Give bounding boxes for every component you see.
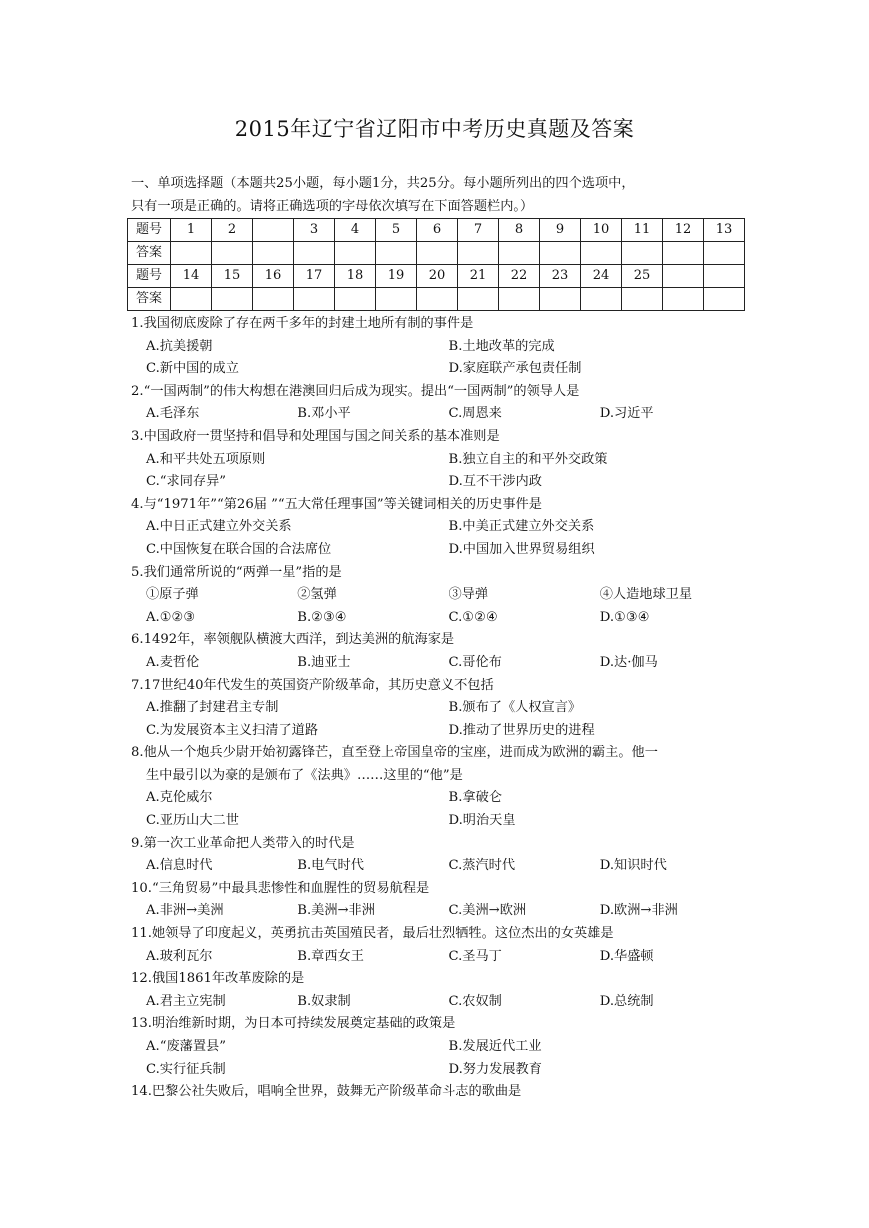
answer-table-row <box>128 219 745 242</box>
answer-option: D.知识时代 <box>599 858 667 874</box>
answer-table-cell <box>540 288 581 311</box>
answer-option: B.章西女王 <box>297 948 364 964</box>
answer-option: B.邓小平 <box>297 406 351 422</box>
answer-table-cell: 5 <box>376 219 417 242</box>
question-stem: 8.他从一个炮兵少尉开始初露锋芒，直至登上帝国皇帝的宝座，进而成为欧洲的霸主。他一 <box>131 745 658 761</box>
answer-table-cell: 16 <box>253 265 294 288</box>
option-row <box>131 720 751 743</box>
answer-option: B.电气时代 <box>297 858 364 874</box>
question <box>131 923 751 968</box>
answer-table-cell: 14 <box>171 265 212 288</box>
question-stem: 13.明治维新时期，为日本可持续发展奠定基础的政策是 <box>131 1016 456 1032</box>
answer-option: C.亚历山大二世 <box>146 813 239 829</box>
answer-table-row <box>128 265 745 288</box>
answer-option: D.总统制 <box>599 993 654 1009</box>
answer-table-cell <box>335 242 376 265</box>
answer-option: B.迪亚士 <box>297 654 351 670</box>
answer-option: A.君主立宪制 <box>146 993 226 1009</box>
answer-option: B.②③④ <box>297 609 347 625</box>
answer-table-cell <box>294 242 335 265</box>
question-stem: 2.“一国两制”的伟大构想在港澳回归后成为现实。提出“一国两制”的领导人是 <box>131 383 580 399</box>
question-stem-continued: 生中最引以为豪的是颁布了《法典》……这里的“他”是 <box>146 767 463 783</box>
answer-option: A.克伦威尔 <box>146 790 213 806</box>
question <box>131 1013 751 1081</box>
answer-table-cell <box>417 288 458 311</box>
answer-option: D.①③④ <box>599 609 650 625</box>
section-intro <box>131 172 751 218</box>
answer-option: D.努力发展教育 <box>448 1061 542 1077</box>
answer-option: C.中国恢复在联合国的合法席位 <box>146 541 332 557</box>
answer-table-cell <box>458 242 499 265</box>
answer-option: D.推动了世界历史的进程 <box>448 722 595 738</box>
question <box>131 878 751 923</box>
option-row <box>131 900 751 923</box>
question-item: ②氢弹 <box>297 587 337 603</box>
answer-table-cell <box>335 288 376 311</box>
question <box>131 313 751 381</box>
answer-option: A.非洲→美洲 <box>146 903 224 919</box>
answer-table-cell: 18 <box>335 265 376 288</box>
answer-option: D.中国加入世界贸易组织 <box>448 541 595 557</box>
answer-table-cell: 6 <box>417 219 458 242</box>
answer-table-cell: 9 <box>540 219 581 242</box>
answer-table <box>127 218 745 311</box>
answer-table-cell: 10 <box>581 219 622 242</box>
answer-table-cell <box>458 288 499 311</box>
answer-option: D.欧洲→非洲 <box>599 903 678 919</box>
question-stem: 4.与“1971年”“第26届 ”“五大常任理事国”等关键词相关的历史事件是 <box>131 496 542 512</box>
option-row <box>131 652 751 675</box>
answer-option: B.独立自主的和平外交政策 <box>448 451 608 467</box>
answer-table-cell: 12 <box>663 219 704 242</box>
answer-table-cell <box>663 242 704 265</box>
answer-table-cell <box>499 288 540 311</box>
intro-line-2: 只有一项是正确的。请将正确选项的字母依次填写在下面答题栏内。） <box>131 199 534 214</box>
answer-option: A.中日正式建立外交关系 <box>146 519 292 535</box>
option-row <box>131 471 751 494</box>
answer-table-cell <box>376 288 417 311</box>
answer-table-cell: 23 <box>540 265 581 288</box>
option-row <box>131 539 751 562</box>
answer-option: A.和平共处五项原则 <box>146 451 266 467</box>
answer-option: A.麦哲伦 <box>146 654 200 670</box>
question <box>131 562 751 630</box>
answer-table-cell <box>171 288 212 311</box>
answer-table-cell: 19 <box>376 265 417 288</box>
answer-option: B.土地改革的完成 <box>448 338 555 354</box>
option-row <box>131 787 751 810</box>
answer-option: D.家庭联产承包责任制 <box>448 361 582 377</box>
question <box>131 742 751 832</box>
question <box>131 1081 751 1104</box>
question-item: ④人造地球卫星 <box>599 587 693 603</box>
option-row <box>131 449 751 472</box>
option-row <box>131 516 751 539</box>
answer-option: B.拿破仑 <box>448 790 502 806</box>
answer-table-cell: 7 <box>458 219 499 242</box>
question-stem: 10.“三角贸易”中最具悲惨性和血腥性的贸易航程是 <box>131 880 430 896</box>
option-row <box>131 358 751 381</box>
option-row <box>131 336 751 359</box>
answer-option: C.农奴制 <box>448 993 502 1009</box>
option-row <box>131 1059 751 1082</box>
answer-table-cell <box>581 242 622 265</box>
answer-option: A.推翻了封建君主专制 <box>146 700 279 716</box>
question <box>131 629 751 674</box>
answer-table-cell: 24 <box>581 265 622 288</box>
question-item: ③导弹 <box>448 587 489 603</box>
answer-table-cell <box>294 288 335 311</box>
document-title: 2015年辽宁省辽阳市中考历史真题及答案 <box>234 117 635 141</box>
answer-table-cell <box>171 242 212 265</box>
answer-option: A.信息时代 <box>146 858 213 874</box>
answer-option: C.①②④ <box>448 609 498 625</box>
answer-table-header-cell: 题号 <box>128 265 171 288</box>
answer-option: B.奴隶制 <box>297 993 351 1009</box>
question-stem: 14.巴黎公社失败后，唱响全世界，鼓舞无产阶级革命斗志的歌曲是 <box>131 1084 522 1100</box>
answer-table-cell: 4 <box>335 219 376 242</box>
option-row <box>131 607 751 630</box>
answer-table-cell <box>253 242 294 265</box>
answer-option: C.实行征兵制 <box>146 1061 226 1077</box>
question <box>131 675 751 743</box>
answer-table-cell <box>622 242 663 265</box>
answer-table-cell <box>253 288 294 311</box>
answer-option: C.周恩来 <box>448 406 502 422</box>
answer-option: C.为发展资本主义扫清了道路 <box>146 722 319 738</box>
question-items <box>131 584 751 607</box>
answer-table-cell <box>212 242 253 265</box>
question-stem: 11.她领导了印度起义，英勇抗击英国殖民者，最后壮烈牺牲。这位杰出的女英雄是 <box>131 926 614 942</box>
answer-table-cell <box>212 288 253 311</box>
answer-table-cell: 8 <box>499 219 540 242</box>
answer-table-row <box>128 288 745 311</box>
answer-table-header-cell: 题号 <box>128 219 171 242</box>
option-row <box>131 946 751 969</box>
answer-option: A.抗美援朝 <box>146 338 213 354</box>
question-stem: 3.中国政府一贯坚持和倡导和处理国与国之间关系的基本准则是 <box>131 428 500 444</box>
answer-table-cell: 25 <box>622 265 663 288</box>
answer-option: C.哥伦布 <box>448 654 502 670</box>
answer-table-cell: 15 <box>212 265 253 288</box>
answer-table-cell: 22 <box>499 265 540 288</box>
answer-option: A.①②③ <box>146 609 196 625</box>
intro-line-1: 一、单项选择题（本题共25小题，每小题1分，共25分。每小题所列出的四个选项中， <box>131 176 635 191</box>
option-row <box>131 403 751 426</box>
question <box>131 833 751 878</box>
question-stem: 6.1492年，率领舰队横渡大西洋，到达美洲的航海家是 <box>131 632 455 648</box>
option-row <box>131 1036 751 1059</box>
question-list <box>131 313 751 1104</box>
answer-table-cell: 21 <box>458 265 499 288</box>
answer-table-cell <box>704 242 745 265</box>
question <box>131 426 751 494</box>
option-row <box>131 697 751 720</box>
answer-table-cell <box>253 219 294 242</box>
answer-table-cell: 17 <box>294 265 335 288</box>
option-row <box>131 855 751 878</box>
answer-option: D.达·伽马 <box>599 654 658 670</box>
answer-table-cell <box>704 265 745 288</box>
answer-table-cell <box>704 288 745 311</box>
answer-table-cell: 2 <box>212 219 253 242</box>
answer-table-cell <box>663 265 704 288</box>
question <box>131 381 751 426</box>
answer-option: C.蒸汽时代 <box>448 858 516 874</box>
answer-option: C.圣马丁 <box>448 948 502 964</box>
answer-table-cell <box>663 288 704 311</box>
answer-option: C.“求同存异” <box>146 474 227 490</box>
question <box>131 968 751 1013</box>
answer-option: D.明治天皇 <box>448 813 516 829</box>
answer-option: B.发展近代工业 <box>448 1039 542 1054</box>
question <box>131 494 751 562</box>
option-row <box>131 810 751 833</box>
answer-option: D.华盛顿 <box>599 948 654 964</box>
answer-table-cell <box>417 242 458 265</box>
answer-table-cell <box>376 242 417 265</box>
answer-option: D.互不干涉内政 <box>448 474 542 490</box>
question-stem: 5.我们通常所说的“两弹一星”指的是 <box>131 564 342 580</box>
answer-option: A.“废藩置县” <box>146 1039 226 1054</box>
answer-option: A.玻利瓦尔 <box>146 948 213 964</box>
answer-table-row <box>128 242 745 265</box>
question-stem: 7.17世纪40年代发生的英国资产阶级革命，其历史意义不包括 <box>131 677 494 693</box>
question-item: ①原子弹 <box>146 587 199 603</box>
answer-table-cell <box>540 242 581 265</box>
answer-option: B.美洲→非洲 <box>297 903 375 919</box>
question-stem: 1.我国彻底废除了存在两千多年的封建土地所有制的事件是 <box>131 316 474 331</box>
answer-option: A.毛泽东 <box>146 406 200 422</box>
answer-table-header-cell: 答案 <box>128 288 171 311</box>
answer-table-cell <box>499 242 540 265</box>
answer-option: D.习近平 <box>599 406 654 422</box>
answer-option: C.美洲→欧洲 <box>448 903 527 919</box>
question-stem: 12.俄国1861年改革废除的是 <box>131 971 305 987</box>
answer-table-cell <box>581 288 622 311</box>
answer-table-cell: 1 <box>171 219 212 242</box>
answer-option: B.中美正式建立外交关系 <box>448 519 595 535</box>
answer-table-header-cell: 答案 <box>128 242 171 265</box>
answer-table-cell <box>622 288 663 311</box>
option-row <box>131 991 751 1014</box>
answer-table-cell: 20 <box>417 265 458 288</box>
answer-option: C.新中国的成立 <box>146 361 239 377</box>
answer-table-cell: 11 <box>622 219 663 242</box>
answer-table-cell: 13 <box>704 219 745 242</box>
answer-option: B.颁布了《人权宣言》 <box>448 700 582 716</box>
question-stem: 9.第一次工业革命把人类带入的时代是 <box>131 835 355 851</box>
answer-table-cell: 3 <box>294 219 335 242</box>
